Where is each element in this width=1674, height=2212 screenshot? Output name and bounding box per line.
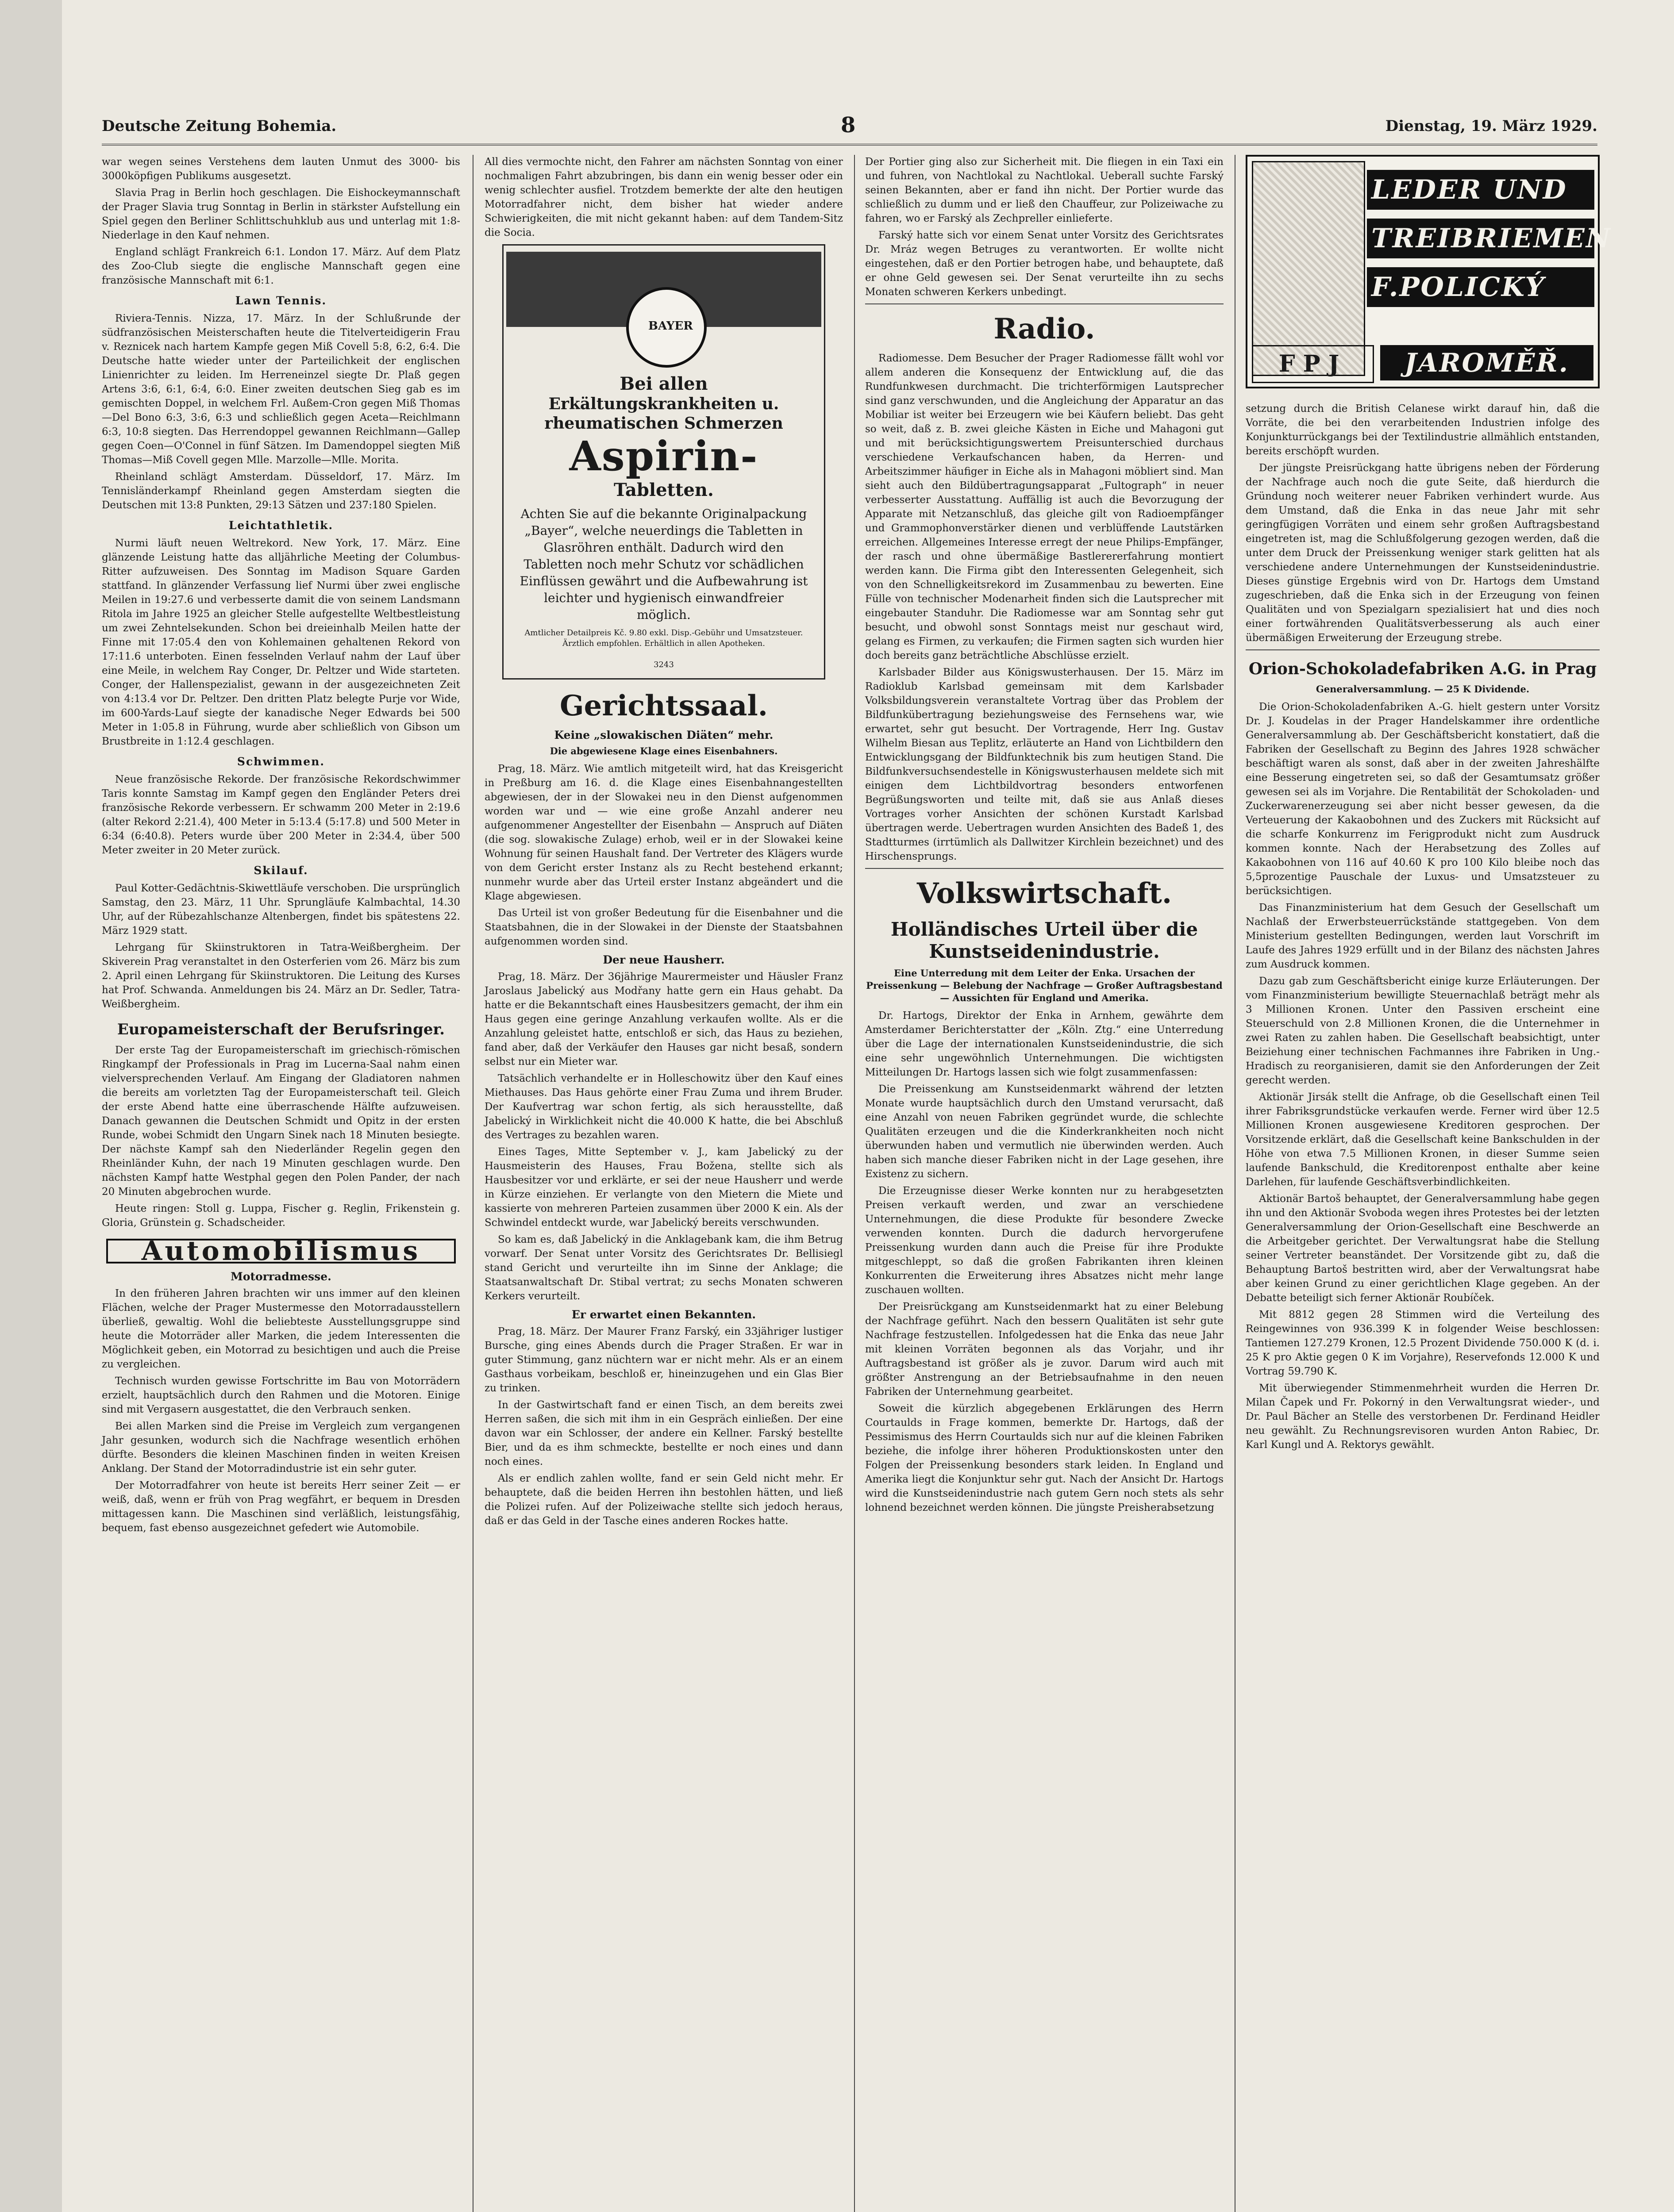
- leather-belt-advertisement: [1246, 155, 1612, 388]
- paragraph: Aktionär Bartoš behauptet, der Generalversammlung habe gegen ihn und den Aktionär Svoboda wegen ihres Protestes bei der letzten Generalversammlung der Orion-Gesellschaft eine Beschwerde an die Arbeitgeber gerichtet. Der Verwaltungsrat habe die Stellung seiner Vertreter beanständet. Der Vorsitzende gibt zu, daß die Behauptung Bartoš bestritten wird, aber der Verwaltungsrat habe aber keinen Grund zu einer gerichtlichen Klage gegeben. An der Debatte beteiligt sich ferner Aktionär Roubíček.: [1246, 1193, 1600, 1304]
- ad-code: 3243: [654, 660, 674, 669]
- article-headline: Motorradmesse.: [231, 1270, 331, 1283]
- section-banner: Automobilismus: [106, 1239, 456, 1263]
- ad-city: JAROMĚŘ.: [1380, 345, 1593, 380]
- article-headline: Keine „slowakischen Diäten“ mehr.: [554, 729, 774, 741]
- column-3: [865, 155, 1224, 1517]
- ad-monogram: FPJ: [1252, 345, 1374, 383]
- article-subheadline: Die abgewiesene Klage eines Eisenbahners.: [550, 745, 778, 757]
- issue-date: Dienstag, 19. März 1929.: [1385, 117, 1597, 135]
- bayer-logo-text: BAYER: [648, 319, 693, 333]
- paragraph: war wegen seines Verstehens dem lauten Unmut des 3000- bis 3000köpfigen Publikums ausgesetzt.: [102, 156, 460, 182]
- section-heading: Skilauf.: [254, 864, 308, 877]
- section-heading: Leichtathletik.: [228, 519, 334, 532]
- paragraph: setzung durch die British Celanese wirkt darauf hin, daß die Vorräte, die bei den verarbeitenden Industrien infolge des Konjunkturrückgangs bei der Textilindustrie allmählich entstanden, bereits erschöpft wurden.: [1246, 403, 1600, 457]
- paragraph: Tatsächlich verhandelte er in Holleschowitz über den Kauf eines Miethauses. Das Haus gehörte einer Frau Zuma und ihrem Bruder. Der Kaufvertrag war schon fertig, als sich herausstellte, daß Jabelický in Wirklichkeit nicht die 40.000 K hatte, die bei Abschluß des Vertrages zu bezahlen waren.: [485, 1073, 843, 1141]
- paragraph: Karlsbader Bilder aus Königswusterhausen. Der 15. März im Radioklub Karlsbad gemeinsam mit dem Karlsbader Volksbildungsverein veranstaltete Vortrag über das Problem der Bildfunkübertragung beziehungsweise des Fernsehens war, wie erwartet, sehr gut besucht. Der Vortragende, Herr Ing. Gustav Wilhelm Biesan aus Teplitz, erläuterte an Hand von Lichtbildern den Entwicklungsgang der Bildfunktechnik bis zum heutigen Stand. Die Bildfunkversuchsendestelle in Königswusterhausen meldete sich mit einigen dem Lichtbildvortrag besonders entworfenen Begrüßungsworten und teilte mit, daß sie aus Anlaß dieses Vortrages vorher Ansichten der schönen Kurstadt Karlsbad übertragen werde. Uebertragen wurden Ansichten des Badeß 1, des Stadtturmes (irrtümlich als Dallwitzer Kirchlein bezeichnet) und des Hirschensprungs.: [865, 667, 1224, 862]
- paragraph: Mit 8812 gegen 28 Stimmen wird die Verteilung des Reingewinnes von 936.399 K in folgender Weise beschlossen: Tantiemen 127.279 Kronen, 12.5 Prozent Dividende 750.000 K (d. i. 25 K pro Aktie gegen 0 K im Vorjahre), Reservefonds 12.000 K und Vortrag 59.790 K.: [1246, 1309, 1600, 1377]
- paragraph: Paul Kotter-Gedächtnis-Skiwettläufe verschoben. Die ursprünglich Samstag, den 23. März, 11 Uhr. Sprungläufe Kalmbachtal, 14.30 Uhr, auf der Rübezahlschanze Altenbergen, findet bis spätestens 22. März 1929 statt.: [102, 883, 460, 937]
- section-heading: Schwimmen.: [237, 755, 325, 768]
- paragraph: Der Portier ging also zur Sicherheit mit. Die fliegen in ein Taxi ein und fuhren, von Nachtlokal zu Nachtlokal. Ueberall suchte Farský seinen Bekannten, aber er fand ihn nicht. Der Portier wurde das schließlich zu dumm und er ließ den Chauffeur, zur Polizeiwache zu fahren, wo er Farský als Zechpreller einlieferte.: [865, 156, 1224, 224]
- ad-brand: Aspirin-: [569, 432, 758, 480]
- aspirin-advertisement: [502, 244, 825, 680]
- article-subheadline: Generalversammlung. — 25 K Dividende.: [1316, 684, 1530, 695]
- ad-line: TREIBRIEMEN: [1367, 219, 1594, 258]
- paragraph: All dies vermochte nicht, den Fahrer am nächsten Sonntag von einer nochmaligen Fahrt abzubringen, bis dann ein wenig besser oder ein wenig schlechter ausfiel. Trotzdem bemerkte der alte den heutigen Motorradfahrer nicht, dem bisher hat wieder andere Schwierigkeiten, die mit nicht gekannt haben: auf dem Tandem-Sitz die Socia.: [485, 156, 843, 238]
- paragraph: Heute ringen: Stoll g. Luppa, Fischer g. Reglin, Frikenstein g. Gloria, Grünstein g. Schadscheider.: [102, 1203, 460, 1229]
- paragraph: Die Preissenkung am Kunstseidenmarkt während der letzten Monate wurde hauptsächlich durch den Umstand verursacht, daß eine Anzahl von neuen Fabriken gegründet wurde, die schlechte Qualitäten erzeugen und die die Kinderkrankheiten noch nicht überwunden haben und vermutlich nie überwinden werden. Auch haben sich manche dieser Fabriken nicht in der Lage gesehen, ihre Existenz zu sichern.: [865, 1083, 1224, 1180]
- paragraph: Prag, 18. März. Der Maurer Franz Farský, ein 33jähriger lustiger Bursche, ging eines Abends durch die Prager Straßen. Er war in guter Stimmung, ganz nüchtern war er nicht mehr. Als er an einem Gasthaus vorbeikam, beschloß er, hineinzugehen und ein Glas Bier zu trinken.: [485, 1326, 843, 1394]
- ad-body: Achten Sie auf die bekannte Originalpackung „Bayer“, welche neuerdings die Tabletten in Glasröhren enthält. Dadurch wird den Tabletten noch mehr Schutz vor schädlichen Einflüssen gewährt und die Aufbewahrung ist leichter und hygienisch einwandfreier möglich.: [520, 507, 808, 622]
- paragraph: Der Preisrückgang am Kunstseidenmarkt hat zu einer Belebung der Nachfrage geführt. Nach den bessern Qualitäten ist sehr gute Nachfrage festzustellen. Infolgedessen hat die Enka das neue Jahr mit kleinen Vorräten begonnen als das Vorjahr, und ihr Auftragsbestand ist größer als je zuvor. Darum wird auch mit größter Anstrengung an der Betriebsaufnahme in den neuen Fabriken der Unternehmung gearbeitet.: [865, 1301, 1224, 1398]
- paragraph: In den früheren Jahren brachten wir uns immer auf den kleinen Flächen, welche der Prager Mustermesse den Motorradausstellern überließ, gewaltig. Wohl die beliebteste Ausstellungsgruppe sind heute die Motorräder aller Marken, die jedem Interessenten die Möglichkeit geben, ein Motorrad zu besichtigen und auch die Preise zu vergleichen.: [102, 1288, 460, 1370]
- article-headline: Holländisches Urteil über die Kunstseidenindustrie.: [890, 918, 1198, 962]
- paragraph: Aktionär Jirsák stellt die Anfrage, ob die Gesellschaft einen Teil ihrer Fabriksgrundstücke verkaufen werde. Ferner wird über 12.5 Millionen Kronen ausgewiesene Kreditoren gesprochen. Der Vorsitzende erklärt, daß die Gesellschaft keine Bankschulden in der Höhe von etwa 7.5 Millionen Kronen, in dieser Summe seien laufende Bankschuld, die Kreditorenpost enthalte aber keine Darlehen, für laufende Geschäftsverbindlichkeiten.: [1246, 1091, 1600, 1188]
- newspaper-name: Deutsche Zeitung Bohemia.: [102, 117, 337, 135]
- paragraph: Technisch wurden gewisse Fortschritte im Bau von Motorrädern erzielt, hauptsächlich durch den Rahmen und die Motoren. Einige sind mit Vergasern ausgestattet, die den Verbrauch senken.: [102, 1375, 460, 1415]
- section-heading: Volkswirtschaft.: [916, 877, 1172, 910]
- paragraph: Die Erzeugnisse dieser Werke konnten nur zu herabgesetzten Preisen verkauft werden, und zwar an verschiedene Unternehmungen, die diese Produkte für besondere Zwecke verwenden konnten. Durch die dadurch hervorgerufene Preissenkung wurden dann auch die Preise für ihre Produkte mitgeschleppt, so daß die großen Fabrikanten ihren kleinen Konkurrenten die Erweiterung ihres Absatzes nicht mehr lange zuschauen wollten.: [865, 1185, 1224, 1296]
- divider: [865, 303, 1224, 304]
- ad-line: F.POLICKÝ: [1367, 267, 1594, 307]
- paragraph: Prag, 18. März. Der 36jährige Maurermeister und Häusler Franz Jaroslaus Jabelický aus Modřany hatte gern ein Haus gehabt. Da hatte er die Bekanntschaft eines Hausbesitzers gemacht, der ihm ein Haus gegen eine geringe Anzahlung verkaufen wollte. Als er die Anzahlung geleistet hatte, entschloß er sich, das Haus zu beziehen, fand aber, daß der Verkäufer den Hauses gar nicht besaß, sondern selbst nur ein Mieter war.: [485, 971, 843, 1068]
- belt-logo-graphic: [1252, 161, 1365, 376]
- article-headline: Der neue Hausherr.: [603, 953, 725, 966]
- column-4: [1246, 155, 1612, 1455]
- paragraph: In der Gastwirtschaft fand er einen Tisch, an dem bereits zwei Herren saßen, die sich mit ihm in ein Gespräch einließen. Der eine davon war ein Schlosser, der andere ein Kellner. Farský bestellte Bier, und da es ihm schmeckte, bestellte er noch eines und dann noch eines.: [485, 1399, 843, 1467]
- section-heading: Lawn Tennis.: [235, 294, 327, 307]
- ad-line: Erkältungskrankheiten u. rheumatischen Schmerzen: [544, 395, 783, 433]
- article-subheadline: Eine Unterredung mit dem Leiter der Enka. Ursachen der Preissenkung — Belebung der Nachfrage — Großer Auftragsbestand — Aussichten für England und Amerika.: [866, 968, 1223, 1003]
- paragraph: Farský hatte sich vor einem Senat unter Vorsitz des Gerichtsrates Dr. Mráz wegen Betruges zu verantworten. Er wollte nicht eingestehen, daß er den Portier betrogen habe, und behauptete, daß er ohne Geld gewesen sei. Der Senat verurteilte ihn zu sechs Monaten schweren Kerkers unbedingt.: [865, 230, 1224, 298]
- ad-fineprint: Amtlicher Detailpreis Kč. 9.80 exkl. Disp.-Gebühr und Umsatzsteuer. Ärztlich empfohlen. Erhältlich in allen Apotheken.: [524, 628, 803, 648]
- column-2: [485, 155, 843, 1531]
- divider: [1246, 649, 1600, 650]
- paragraph: Dr. Hartogs, Direktor der Enka in Arnhem, gewährte dem Amsterdamer Berichterstatter der „Köln. Ztg.“ eine Unterredung über die Lage der internationalen Kunstseidenindustrie, die sich eine sehr ungewöhnlich Unternehmungen. Die wichtigsten Mitteilungen Dr. Hartogs lassen sich wie folgt zusammenfassen:: [865, 1010, 1224, 1078]
- paragraph: England schlägt Frankreich 6:1. London 17. März. Auf dem Platz des Zoo-Club siegte die englische Mannschaft gegen eine französische Mannschaft mit 6:1.: [102, 246, 460, 286]
- paragraph: Das Urteil ist von großer Bedeutung für die Eisenbahner und die Staatsbahnen, die in der Slowakei in der Dienste der Staatsbahnen aufgenommen worden sind.: [485, 907, 843, 947]
- ad-line: Tabletten.: [614, 480, 714, 500]
- ad-line: LEDER UND: [1367, 170, 1594, 210]
- paragraph: Der erste Tag der Europameisterschaft im griechisch-römischen Ringkampf der Professionals in Prag im Lucerna-Saal nahm einen vielversprechenden Verlauf. Am Eingang der Gladiatoren nahmen die bereits am vorletzten Tag der Europameisterschaft teil. Gleich der erste Abend hatte eine überraschende Hälfte aufzuweisen. Danach gewannen die Deutschen Schmidt und Opitz in der ersten Runde, wobei Schmidt den Ungarn Sinek nach 18 Minuten besiegte. Der nächste Kampf sah den Niederländer Regelin gegen den Rheinländer Kuhn, der nach 19 Minuten geschlagen wurde. Den nächsten Kampf hatte Westphal gegen den Polen Pander, der nach 20 Minuten abgebrochen wurde.: [102, 1045, 460, 1198]
- section-heading: Gerichtssaal.: [559, 689, 768, 722]
- article-headline: Orion-Schokoladefabriken A.G. in Prag: [1248, 660, 1597, 678]
- paragraph: Rheinland schlägt Amsterdam. Düsseldorf, 17. März. Im Tennisländerkampf Rheinland gegen Amsterdam siegten die Deutschen mit 13:8 Punkten, 29:13 Sätzen und 237:180 Spielen.: [102, 471, 460, 511]
- scan-margin: [0, 0, 62, 2212]
- section-heading: Radio.: [993, 312, 1095, 346]
- paragraph: Slavia Prag in Berlin hoch geschlagen. Die Eishockeymannschaft der Prager Slavia trug Sonntag in Berlin in stärkster Aufstellung ein Spiel gegen den Berliner Schlittschuhklub aus und unterlag mit 1:8-Niederlage in den Kauf nehmen.: [102, 187, 460, 241]
- page-number: 8: [841, 113, 856, 138]
- paragraph: Dazu gab zum Geschäftsbericht einige kurze Erläuterungen. Der vom Finanzministerium bewilligte Steuernachlaß beträgt mehr als 3 Millionen Kronen. Unter den Passiven erscheint eine Steuerschuld von 2.8 Millionen Kronen, die die Unternehmer in zwei Raten zu zahlen haben. Die Gesellschaft beabsichtigt, unter Beiziehung einer technischen Fachmannes ihre Fabriken in Ung.-Hradisch zu reorganisieren, damit sie den Anforderungen der Zeit gerecht werden.: [1246, 975, 1600, 1086]
- paragraph: Prag, 18. März. Wie amtlich mitgeteilt wird, hat das Kreisgericht in Preßburg am 16. d. die Klage eines Eisenbahnangestellten abgewiesen, der in der Slowakei neu in den Dienst aufgenommen worden war und — wie eine große Anzahl anderer neu aufgenommener Angestellter der Eisenbahn — Anspruch auf Diäten (die sog. slowakische Zulage) erhob, weil er in der Slowakei keine Wohnung für seinen Haushalt fand. Der Vertreter des Klägers wurde von dem Gericht erster Instanz als zu Recht bestehend erkannt; nunmehr wurde aber das Urteil erster Instanz abgeändert und die Klage abgewiesen.: [485, 763, 843, 902]
- paragraph: Soweit die kürzlich abgegebenen Erklärungen des Herrn Courtaulds in Frage kommen, bemerkte Dr. Hartogs, daß der Pessimismus des Herrn Courtaulds sich nur auf die kleinen Fabriken beziehe, die infolge ihrer höheren Produktionskosten unter den Folgen der Preissenkung besonders stark leiden. In England und Amerika liegt die Konjunktur sehr gut. Nach der Ansicht Dr. Hartogs wird die Kunstseidenindustrie nach gutem Gern noch stets als sehr lohnend bezeichnet werden können. Die jüngste Preisherabsetzung: [865, 1403, 1224, 1513]
- paragraph: So kam es, daß Jabelický in die Anklagebank kam, die ihm Betrug vorwarf. Der Senat unter Vorsitz des Gerichtsrates Dr. Bellisiegl stand Gericht und verurteilte ihn im Sinne der Anklage; die Staatsanwaltschaft Dr. Stibal vertrat; zu sechs Monaten schweren Kerkers verurteilt.: [485, 1234, 843, 1302]
- ad-line: Bei allen: [620, 373, 708, 394]
- column-1: [102, 155, 460, 1538]
- bayer-cross-logo: [626, 287, 707, 368]
- paragraph: Als er endlich zahlen wollte, fand er sein Geld nicht mehr. Er behauptete, daß die beiden Herren ihn bestohlen hätten, und ließ die Polizei rufen. Auf der Polizeiwache stellte sich jedoch heraus, daß er das Geld in der Tasche eines anderen Rockes hatte.: [485, 1473, 843, 1527]
- paragraph: Radiomesse. Dem Besucher der Prager Radiomesse fällt wohl vor allem anderen die Konsequenz der Entwicklung auf, die das Rundfunkwesen durchmacht. Die trichterförmigen Lautsprecher sind ganz verschwunden, und die Angleichung der Apparatur an das Mobiliar ist weiter bei Erzeugern wie bei Käufern beliebt. Das geht so weit, daß z. B. zwei gleiche Kästen in Eiche und Mahagoni gut und mit berücksichtigungswertem Preisunterschied durchaus verschiedene Verkaufschancen haben, da Herren- und Arbeitszimmer häufiger in Eiche als in Mahagoni möbliert sind. Man sieht auch den Bildübertragungsapparat „Fultograph“ in neuer verbesserter Ausstattung. Auffällig ist auch die Bevorzugung der Apparate mit Netzanschluß, das gleiche gilt von Radioempfänger und Grammophonverstärker dienen und verblüffende Lautstärken erreichen. Allgemeines Interesse erregt der neue Philips-Empfänger, der rasch und ohne übermäßige Bastlerererfahrung montiert werden kann. Die Firma gibt den Interessenten Gelegenheit, sich von den Schnelligkeitsrekord im Zusammenbau zu bewerten. Eine Fülle von technischer Modenarheit finden sich die Lautsprecher mit eingebauter Standuhr. Die Radiomesse war am Sonntag sehr gut besucht, und obwohl sonst Sonntags meist nur geschaut wird, gelang es Firmen, zu verkaufen; die Firmen sagten sich wurden hier doch bereits ganz beträchtliche Abschlüsse erzielt.: [865, 353, 1224, 661]
- ad-illustration: [506, 252, 821, 333]
- column-rule: [854, 155, 855, 2212]
- article-headline: Europameisterschaft der Berufsringer.: [117, 1021, 445, 1038]
- paragraph: Das Finanzministerium hat dem Gesuch der Gesellschaft um Nachlaß der Erwerbsteuerrückstände stattgegeben. Von dem Ministerium gestellten Bedingungen, werden laut Vorschrift im Laufe des Jahres 1929 erfüllt und in der Bilanz des nächsten Jahres zum Ausdruck kommen.: [1246, 902, 1600, 970]
- paragraph: Die Orion-Schokoladenfabriken A.-G. hielt gestern unter Vorsitz Dr. J. Koudelas in der Prager Handelskammer ihre ordentliche Generalversammlung ab. Der Geschäftsbericht konstatiert, daß die Fabriken der Gesellschaft zu Beginn des Jahres 1928 schwächer beschäftigt waren als sonst, daß aber in der zweiten Jahreshälfte eine Besserung eingetreten sei, so daß der Gesamtumsatz größer gewesen sei als im Vorjahre. Die Rentabilität der Schokoladen- und Zuckerwarenerzeugung sei aber nicht besser gewesen, da die Verteuerung der Kakaobohnen und des Zuckers mit Rücksicht auf die scharfe Konkurrenz im Ferigprodukt nicht zum Ausdruck kommen konnte. Nach der Herabsetzung des Zolles auf Kakaobohnen von 116 auf 40.60 K pro 100 Kilo bleibe noch das 5,5prozentige Pauschale der Luxus- und Umsatzsteuer zu berücksichtigen.: [1246, 701, 1600, 897]
- divider: [865, 868, 1224, 869]
- paragraph: Der Motorradfahrer von heute ist bereits Herr seiner Zeit — er weiß, daß, wenn er früh von Prag wegfährt, er bequem in Dresden mittagessen kann. Die Maschinen sind verläßlich, leistungsfähig, bequem, fast ebenso ausgezeichnet gefedert wie Automobile.: [102, 1480, 460, 1534]
- paragraph: Eines Tages, Mitte September v. J., kam Jabelický zu der Hausmeisterin des Hauses, Frau Božena, stellte sich als Hausbesitzer vor und erklärte, er sei der neue Hausherr und werde in Kürze einziehen. Er verlangte von den Mietern die Miete und kassierte von mehreren Parteien zusammen über 2000 K ein. Als der Schwindel entdeckt wurde, war Jabelický bereits verschwunden.: [485, 1146, 843, 1229]
- paragraph: Neue französische Rekorde. Der französische Rekordschwimmer Taris konnte Samstag im Kampf gegen den Engländer Peters drei französische Rekorde verbessern. Er schwamm 200 Meter in 2:19.6 (alter Rekord 2:21.4), 400 Meter in 5:13.4 (5:17.8) und 500 Meter in 6:34 (6:40.8). Peters wurde über 200 Meter in 2:34.4, über 500 Meter zweiter in 20 Meter zurück.: [102, 774, 460, 856]
- article-headline: Er erwartet einen Bekannten.: [571, 1308, 756, 1321]
- paragraph: Nurmi läuft neuen Weltrekord. New York, 17. März. Eine glänzende Leistung hatte das alljährliche Meeting der Columbus-Ritter aufzuweisen. Des Sonntag im Madison Square Garden stattfand. In glänzender Verfassung lief Nurmi über zwei englische Meilen in 19:27.6 und verbesserte damit die von seinem Landsmann Ritola im Jahre 1925 an gleicher Stelle aufgestellte Weltbestleistung um zwei Zehntelsekunden. Schon bei dreieinhalb Meilen hatte der Finne mit 17:05.4 den von Kohlemainen gehaltenen Rekord von 17:11.6 unterboten. Einen fesselnden Verlauf nahm der Lauf über eine Meile, in welchem Ray Conger, Dr. Peltzer und Wide starteten. Conger, der Hallenspezialist, gewann in der ausgezeichneten Zeit von 4:13.4 vor Dr. Peltzer. Den dritten Platz belegte Purje vor Wide, im 600-Yards-Lauf siegte der kanadische Neger Edwards bei 500 Meter in 1:05.8 in Führung, wurde aber schließlich von Gibson um Brustbreite in 1:12.4 geschlagen.: [102, 538, 460, 747]
- masthead: [102, 113, 1597, 146]
- paragraph: Mit überwiegender Stimmenmehrheit wurden die Herren Dr. Milan Čapek und Fr. Pokorný in den Verwaltungsrat wieder-, und Dr. Paul Bächer an Stelle des verstorbenen Dr. Ferdinand Heidler neu gewählt. Zu Rechnungsrevisoren wurden Anton Rabiec, Dr. Karl Kungl und A. Rektorys gewählt.: [1246, 1382, 1600, 1451]
- paragraph: Riviera-Tennis. Nizza, 17. März. In der Schlußrunde der südfranzösischen Meisterschaften heute die Titelverteidigerin Frau v. Reznicek nach hartem Kampfe gegen Miß Covell 5:8, 6:2, 6:4. Die Deutsche hatte wieder unter der Parteilichkeit der englischen Linienrichter zu leiden. Im Herreneinzel siegte Dr. Plaß gegen Artens 3:6, 6:1, 6:4, 6:0. Einer zweiten deutschen Sieg gab es im gemischten Doppel, in welchem Frl. Außem-Cron gegen Miß Thomas—Del Bono 6:3, 3:6, 6:3 und schließlich gegen Aceta—Reichlmann 6:3, 10:8 siegten. Das Herrendoppel gewannen Reichlmann—Gallep gegen Coen—O'Connel in fünf Sätzen. Im Damendoppel siegten Miß Thomas—Miß Covell gegen Mlle. Marzolle—Mlle. Morita.: [102, 313, 460, 466]
- paragraph: Lehrgang für Skiinstruktoren in Tatra-Weißbergheim. Der Skiverein Prag veranstaltet in den Osterferien vom 26. März bis zum 2. April einen Lehrgang für Skiinstruktoren. Die Leitung des Kurses hat Prof. Schwanda. Anmeldungen bis 24. März an Dr. Sedler, Tatra-Weißbergheim.: [102, 942, 460, 1010]
- paragraph: Bei allen Marken sind die Preise im Vergleich zum vergangenen Jahr gesunken, wodurch sich die Nachfrage wesentlich erhöhen dürfte. Besonders die kleinen Maschinen finden in weiten Kreisen Anklang. Der Stand der Motorradindustrie ist ein sehr guter.: [102, 1421, 460, 1475]
- paragraph: Der jüngste Preisrückgang hatte übrigens neben der Förderung der Nachfrage auch noch die gute Seite, daß hierdurch die Gründung noch weiterer neuer Fabriken verhindert wurde. Aus dem Umstand, daß die Enka in das neue Jahr mit sehr geringfügigen Vorräten und einem sehr großen Auftragsbestand eingetreten ist, mag die Schlußfolgerung gezogen werden, daß die unter dem Druck der Preissenkung weniger stark gelitten hat als verschiedene andere Unternehmungen der Kunstseidenindustrie. Dieses günstige Ergebnis wird von Dr. Hartogs dem Umstand zugeschrieben, daß die Enka sich in der Erzeugung von feinen Qualitäten und von Spezialgarn spezialisiert hat und dies noch einer fortwährenden Qualitätsverbesserung als auch einer übermäßigen Erweiterung der Erzeugung strebe.: [1246, 462, 1600, 644]
